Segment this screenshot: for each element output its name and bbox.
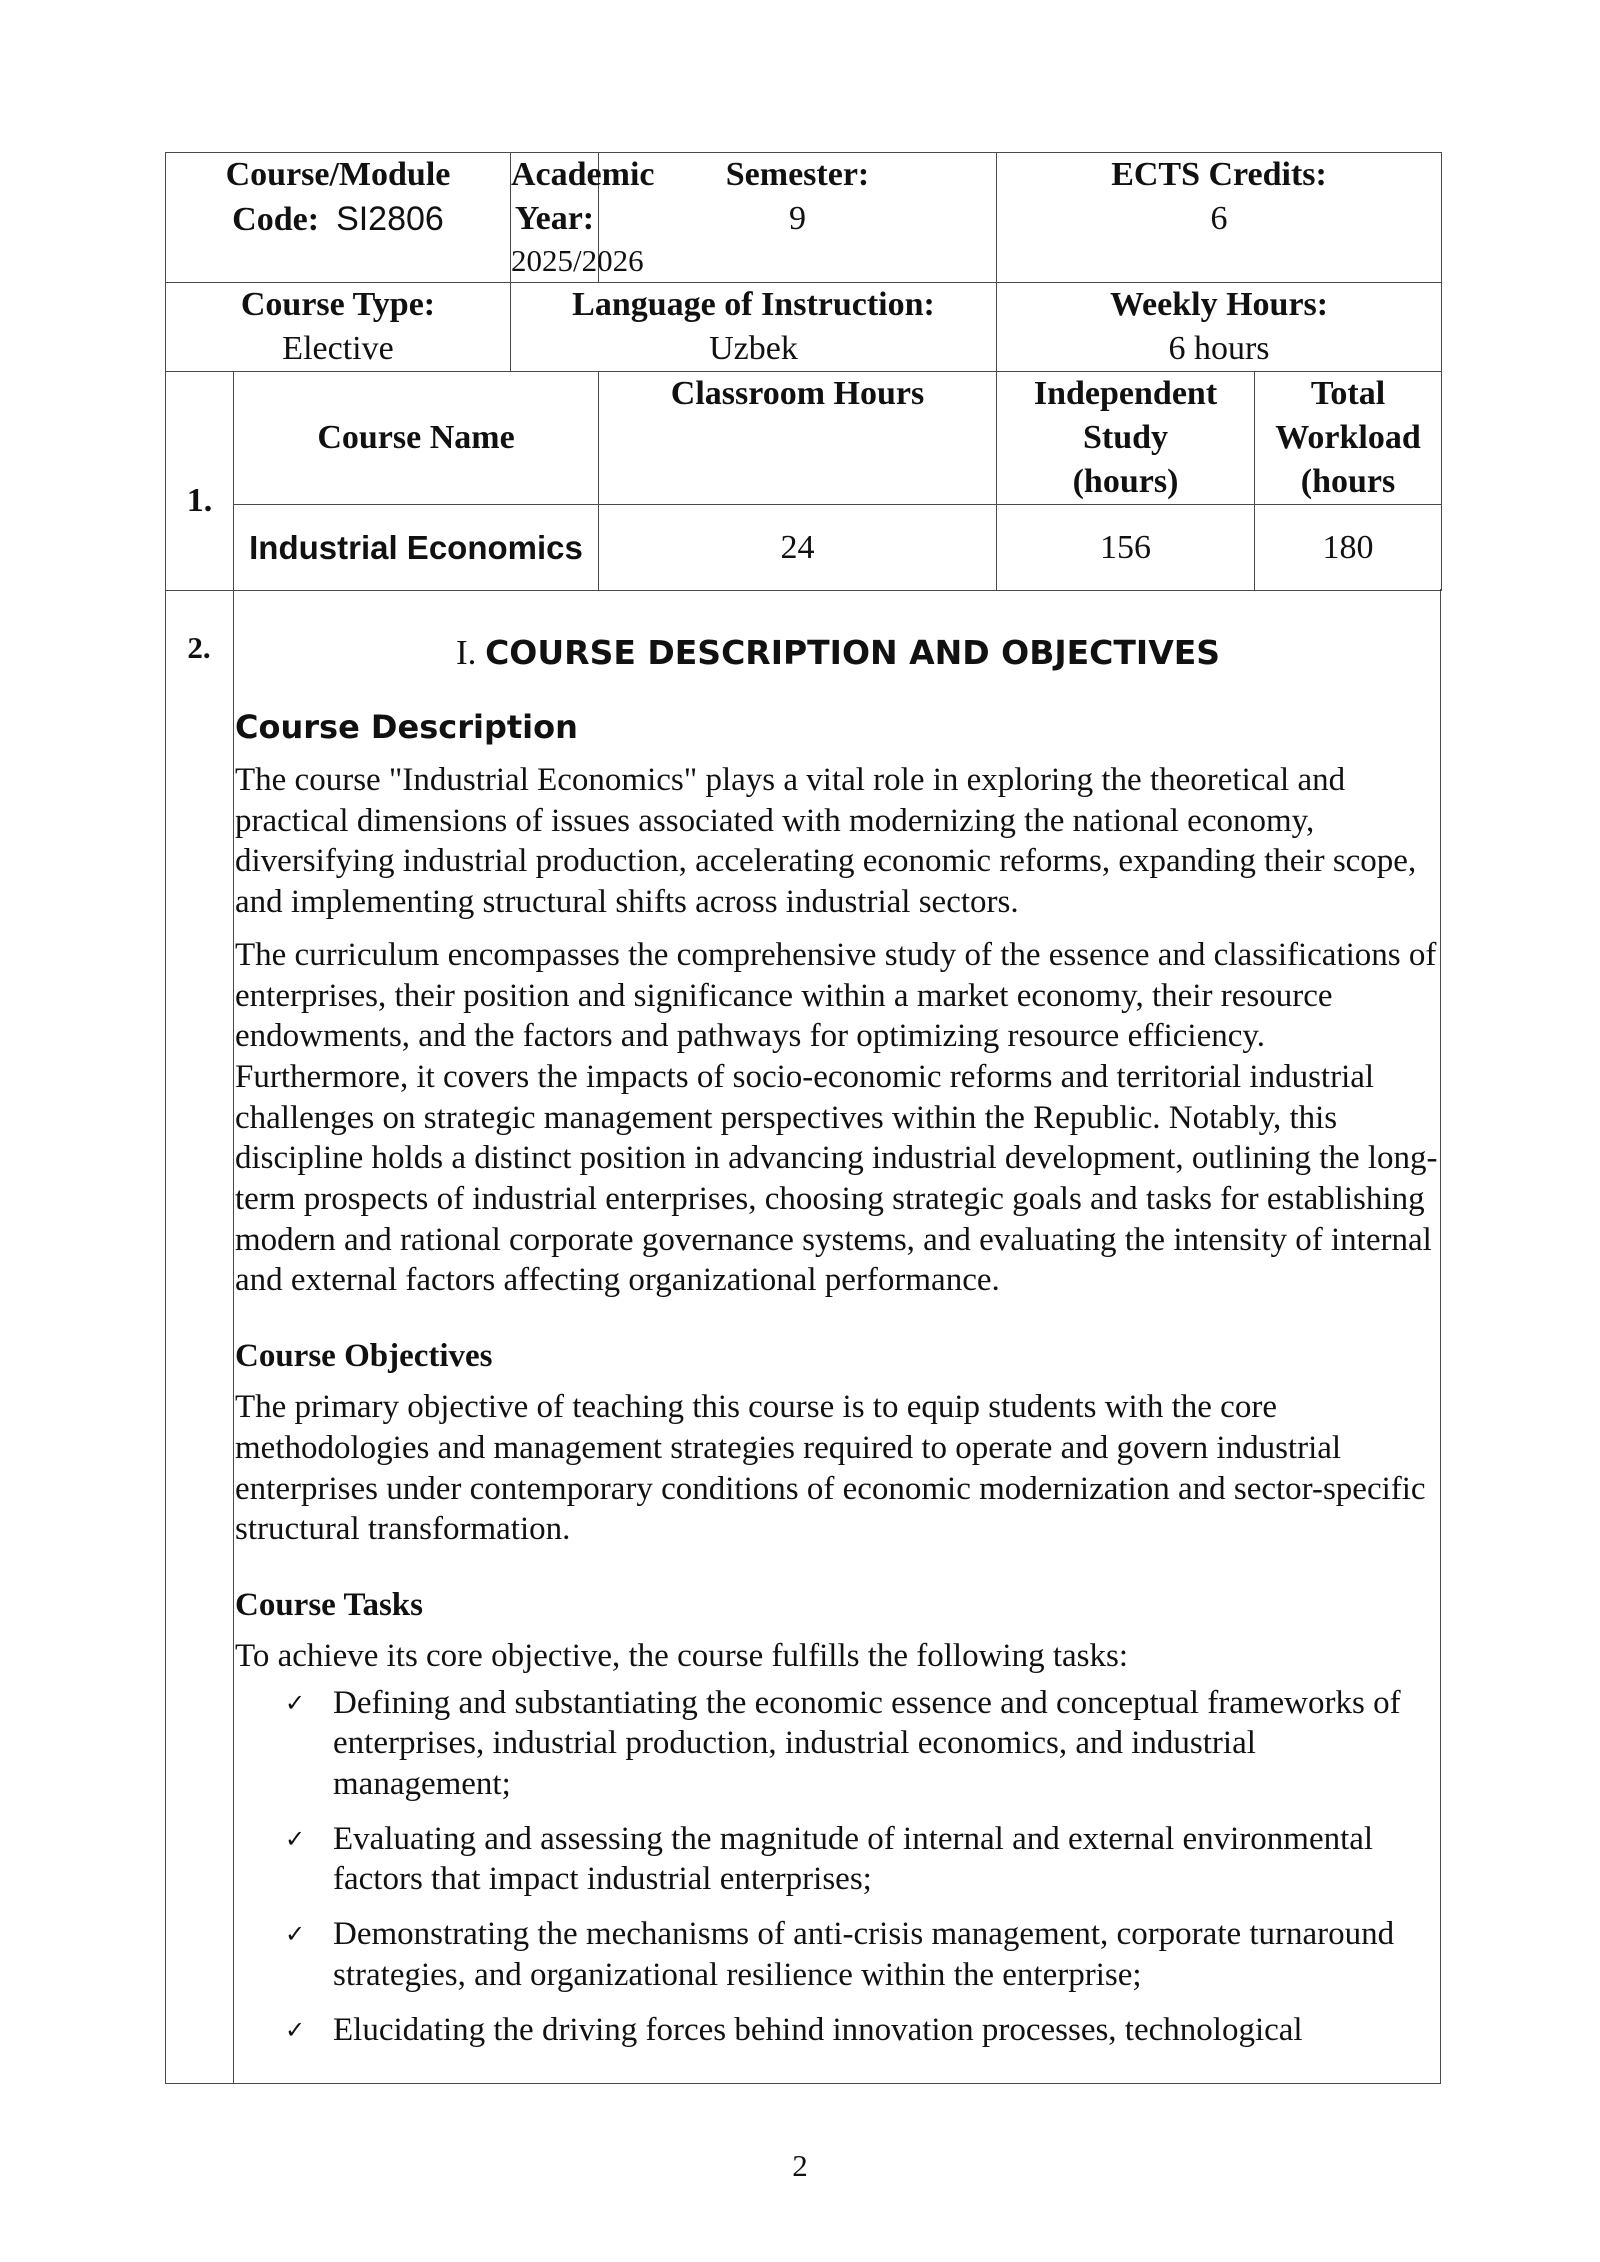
- col-independent-line-3: (hours): [1072, 463, 1179, 500]
- section-title-numeral: I.: [455, 633, 477, 672]
- tasks-list: [235, 1683, 1441, 2051]
- total-hours-value: 180: [1255, 505, 1442, 591]
- list-item: [285, 1683, 1441, 1805]
- language-cell: [511, 283, 997, 372]
- objectives-paragraph: The primary objective of teaching this course is to equip students with the core methodologies and management strategies required to operate and govern industrial enterprises under contemporary conditions of economic modernization and sector-specific structural transformation.: [235, 1389, 1426, 1548]
- check-icon: ✓: [285, 2015, 306, 2044]
- course-code-prefix: Code:: [232, 201, 320, 238]
- list-item: [285, 1914, 1441, 1995]
- col-independent-line-2: Study: [1082, 419, 1169, 456]
- section-title-text: COURSE DESCRIPTION AND OBJECTIVES: [485, 633, 1221, 672]
- course-type-label: Course Type:: [240, 286, 436, 323]
- section-2-content: [235, 630, 1441, 2082]
- tasks-heading: Course Tasks: [235, 1586, 423, 1623]
- ects-label: ECTS Credits:: [1111, 156, 1327, 193]
- language-label: Language of Instruction:: [572, 286, 935, 323]
- course-info-table: [165, 152, 1442, 591]
- academic-year-label-2: Year:: [514, 200, 595, 237]
- task-text: Defining and substantiating the economic essence and conceptual frameworks of enterprises, industrial production, industrial economics, and industrial management;: [333, 1684, 1401, 1803]
- check-icon: ✓: [285, 1688, 306, 1717]
- language-value: Uzbek: [709, 330, 798, 367]
- description-heading: Course Description: [235, 708, 578, 746]
- ects-value: 6: [1210, 200, 1228, 237]
- academic-year-cell: [511, 153, 655, 283]
- independent-hours-value: 156: [997, 505, 1255, 591]
- col-classroom-hours: Classroom Hours: [599, 372, 997, 505]
- col-total-line-1: Total Workload: [1275, 375, 1421, 456]
- col-course-name: Course Name: [234, 372, 599, 505]
- task-text: Elucidating the driving forces behind innovation processes, technological: [333, 2011, 1303, 2048]
- col-independent-study: [997, 372, 1255, 505]
- section-2-divider: [233, 589, 234, 2084]
- weekly-hours-value: 6 hours: [1168, 330, 1270, 367]
- course-name-value: Industrial Economics: [234, 505, 599, 591]
- col-independent-line-1: Independent: [1033, 375, 1218, 412]
- classroom-hours-value: 24: [599, 505, 997, 591]
- section-title: [235, 630, 1441, 676]
- weekly-hours-cell: [997, 283, 1442, 372]
- row-number-2: 2.: [187, 630, 211, 665]
- weekly-hours-label: Weekly Hours:: [1109, 286, 1329, 323]
- col-total-line-2: (hours: [1300, 463, 1396, 500]
- check-icon: ✓: [285, 1824, 306, 1853]
- objectives-heading: Course Objectives: [235, 1338, 493, 1375]
- course-type-value: Elective: [282, 330, 394, 367]
- semester-cell: [599, 153, 997, 283]
- check-icon: ✓: [285, 1920, 306, 1949]
- description-paragraph-2: The curriculum encompasses the comprehensive study of the essence and classifications of enterprises, their position and significance within a market economy, their resource endowments, and the factors and pathways for optimizing resource efficiency. Furthermore, it covers the impacts of socio-economic reforms and territorial industrial challenges on strategic management perspectives within the Republic. Notably, this discipline holds a distinct position in advancing industrial development, outlining the long-term prospects of industrial enterprises, choosing strategic goals and tasks for establishing modern and rational corporate governance systems, and evaluating the intensity of internal and external factors affecting organizational performance.: [235, 936, 1438, 1299]
- task-text: Evaluating and assessing the magnitude of internal and external environmental factors that impact industrial enterprises;: [333, 1820, 1374, 1898]
- page-number: 2: [792, 2148, 808, 2183]
- ects-cell: [997, 153, 1442, 283]
- row-number-1: 1.: [166, 372, 234, 591]
- semester-label: Semester:: [725, 156, 870, 193]
- course-code-label: Course/Module: [225, 156, 451, 193]
- course-code-value: SI2806: [336, 200, 444, 238]
- task-text: Demonstrating the mechanisms of anti-crisis management, corporate turnaround strategies, and organizational resilience within the enterprise;: [333, 1916, 1395, 1993]
- col-total-workload: [1255, 372, 1442, 505]
- list-item: [285, 1819, 1441, 1900]
- semester-value: 9: [789, 200, 806, 237]
- course-code-cell: [166, 153, 511, 283]
- academic-year-label-1: Academic: [511, 156, 655, 193]
- list-item: [285, 2010, 1441, 2051]
- tasks-intro: To achieve its core objective, the course fulfills the following tasks:: [235, 1637, 1129, 1674]
- course-type-cell: [166, 283, 511, 372]
- academic-year-value: 2025/2026: [511, 243, 644, 278]
- description-paragraph-1: The course "Industrial Economics" plays a vital role in exploring the theoretical and practical dimensions of issues associated with modernizing the national economy, diversifying industrial production, accelerating economic reforms, expanding their scope, and implementing structural shifts across industrial sectors.: [235, 762, 1417, 921]
